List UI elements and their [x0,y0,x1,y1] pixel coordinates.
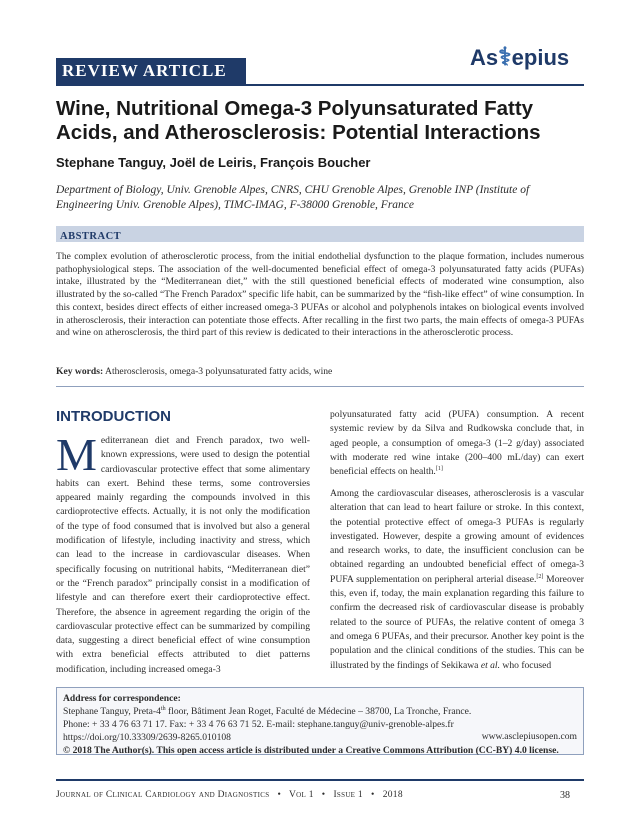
reference-2[interactable]: [2] [536,573,544,580]
abstract-text: The complex evolution of atherosclerotic process, from the initial endothelial dysfunction to the plaque formation, includes numerous pathophysiological steps. The association of the well-documented beneficial effect of omega-3 polyunsaturated fatty acids (PUFAs) intake, illustrated by the “Mediterranean diet,” with the still questioned beneficial effects of moderated wine consumption, also illustrated by the so-called “The French Paradox” specific life habit, can be summarized by the “fish-like effect” of wine consumption. In this context, besides direct effects of either increased omega-3 PUFAs or alcohol and polyphenols intakes on biological events involved in atherosclerosis, their interaction can potentiate those effects. After recalling in the first two parts, the main effects of omega-3 PUFAs and wine on atherosclerosis, the third part of this review is dedicated to their interactions in the atherosclerotic process. [56,251,584,339]
copyright-notice: © 2018 The Author(s). This open access article is distributed under a Creative Commons Attribution (CC-BY) 4.0 license. [63,745,559,756]
correspondence-address [57,705,583,718]
address-sup: th [160,705,166,712]
para-text: who focused [500,659,552,671]
footer-rule [56,779,584,781]
intro-paragraph-1: editerranean diet and French paradox, two well-known expressions, were used to design the potential cardiovascular protective effect that some alimentary habits can exert. Behind these terms, some controversies appeared mainly regarding the compounds involved in this cardioprotective effects. Actually, it is not only the modification of the type of food consumed that is involved but also a general modification of lifestyle, including inactivity and stress, which can lead to the increase in cardiovascular diseases. When specifically focusing on nutritional habits, “Mediterranean diet” or the “French paradox” principally consist in a modification of lifestyle and can therefore exert their cardioprotective effect. Therefore, the absence in agreement regarding the origin of the cardiovascular protective effect can be summarized by compiling data, suggesting a direct beneficial effect of wine consumption with extra beneficial effects attributed to diet patterns modification, including increased omega-3 [56,435,310,675]
keywords [56,366,584,377]
introduction-heading: INTRODUCTION [56,408,171,425]
journal-name: Journal of Clinical Cardiology and Diagnostics [56,790,270,800]
correspondence-contact[interactable]: Phone: + 33 4 76 63 71 17. Fax: + 33 4 76 63 71 52. E-mail: stephane.tanguy@univ-grenoble-alpes.fr [63,719,454,730]
intro-column-1 [56,429,310,677]
correspondence-title: Address for correspondence: [63,693,181,704]
separator: • [277,790,282,800]
abstract-heading: ABSTRACT [60,231,122,242]
intro-column-2-para-2 [330,487,584,673]
drop-cap: M [56,429,97,480]
issue: Issue 1 [333,790,363,800]
caduceus-icon: ⚕ [498,43,512,71]
intro-column-2-para-1 [330,408,584,479]
keywords-label: Key words: [56,366,104,377]
para-text: Among the cardiovascular diseases, atherosclerosis is a vascular alteration that can lead to heart failure or stroke. In this context, the potential protective effect of omega-3 PUFAs is regularly investigated. However, despite a growing amount of evidences and research works, to date, the insufficient conclusion can be obtained regarding an undoubted beneficial effect of omega-3 PUFA supplementation on peripheral arterial disease. [330,488,584,585]
abstract-rule [56,386,584,387]
page-number: 38 [560,790,570,801]
header-rule [56,84,584,86]
review-article-badge [56,58,246,84]
para-text: polyunsaturated fatty acid (PUFA) consumption. A recent systemic review by da Silva and Rudkowska conclude that, in aged people, a consumption of omega-3 (1–2 g/day) associated with moderate red wine intake (200–400 mL/day) can exert beneficial effects on health. [330,409,584,478]
keywords-list: Atherosclerosis, omega-3 polyunsaturated fatty acids, wine [103,366,333,377]
website-link[interactable]: www.asclepiusopen.com [481,731,577,742]
logo-suffix: epius [511,45,570,70]
badge-label: REVIEW ARTICLE [62,61,227,80]
separator: • [321,790,326,800]
journal-footer [56,790,584,800]
volume: Vol 1 [288,790,314,800]
address-text: Stephane Tanguy, Preta-4 [63,706,161,717]
affiliation: Department of Biology, Univ. Grenoble Alpes, CNRS, CHU Grenoble Alpes, Grenoble INP (Institute of Engineering Univ. Grenoble Alpes), TIMC-IMAG, F-38000 Grenoble, France [56,184,530,211]
reference-1[interactable]: [1] [435,466,443,472]
address-text: floor, Bâtiment Jean Roget, Faculté de Médecine – 38700, La Tronche, France. [165,706,472,717]
et-al: et al. [480,659,500,671]
doi-link[interactable]: https://doi.org/10.33309/2639-8265.010108 [63,732,231,743]
correspondence-box [56,687,584,755]
article-title: Wine, Nutritional Omega-3 Polyunsaturated Fatty Acids, and Atherosclerosis: Potential Interactions [56,97,541,144]
separator: • [371,790,375,800]
abstract-header [56,226,584,242]
year: 2018 [382,790,403,800]
logo-prefix: As [470,45,499,70]
authors: Stephane Tanguy, Joël de Leiris, François Boucher [56,155,371,170]
para-text: Moreover this, even if, today, the main explanation regarding this failure to confirm the decreased risk of cardiovascular disease is probably related to the source of PUFAs, the relative content of omega 3 and omega 6 PUFAs, and their precursor. Another key point is the population and the clinical conditions of the studies. This can be illustrated by the findings of Sekikawa [330,573,584,671]
asclepius-logo [470,42,569,72]
